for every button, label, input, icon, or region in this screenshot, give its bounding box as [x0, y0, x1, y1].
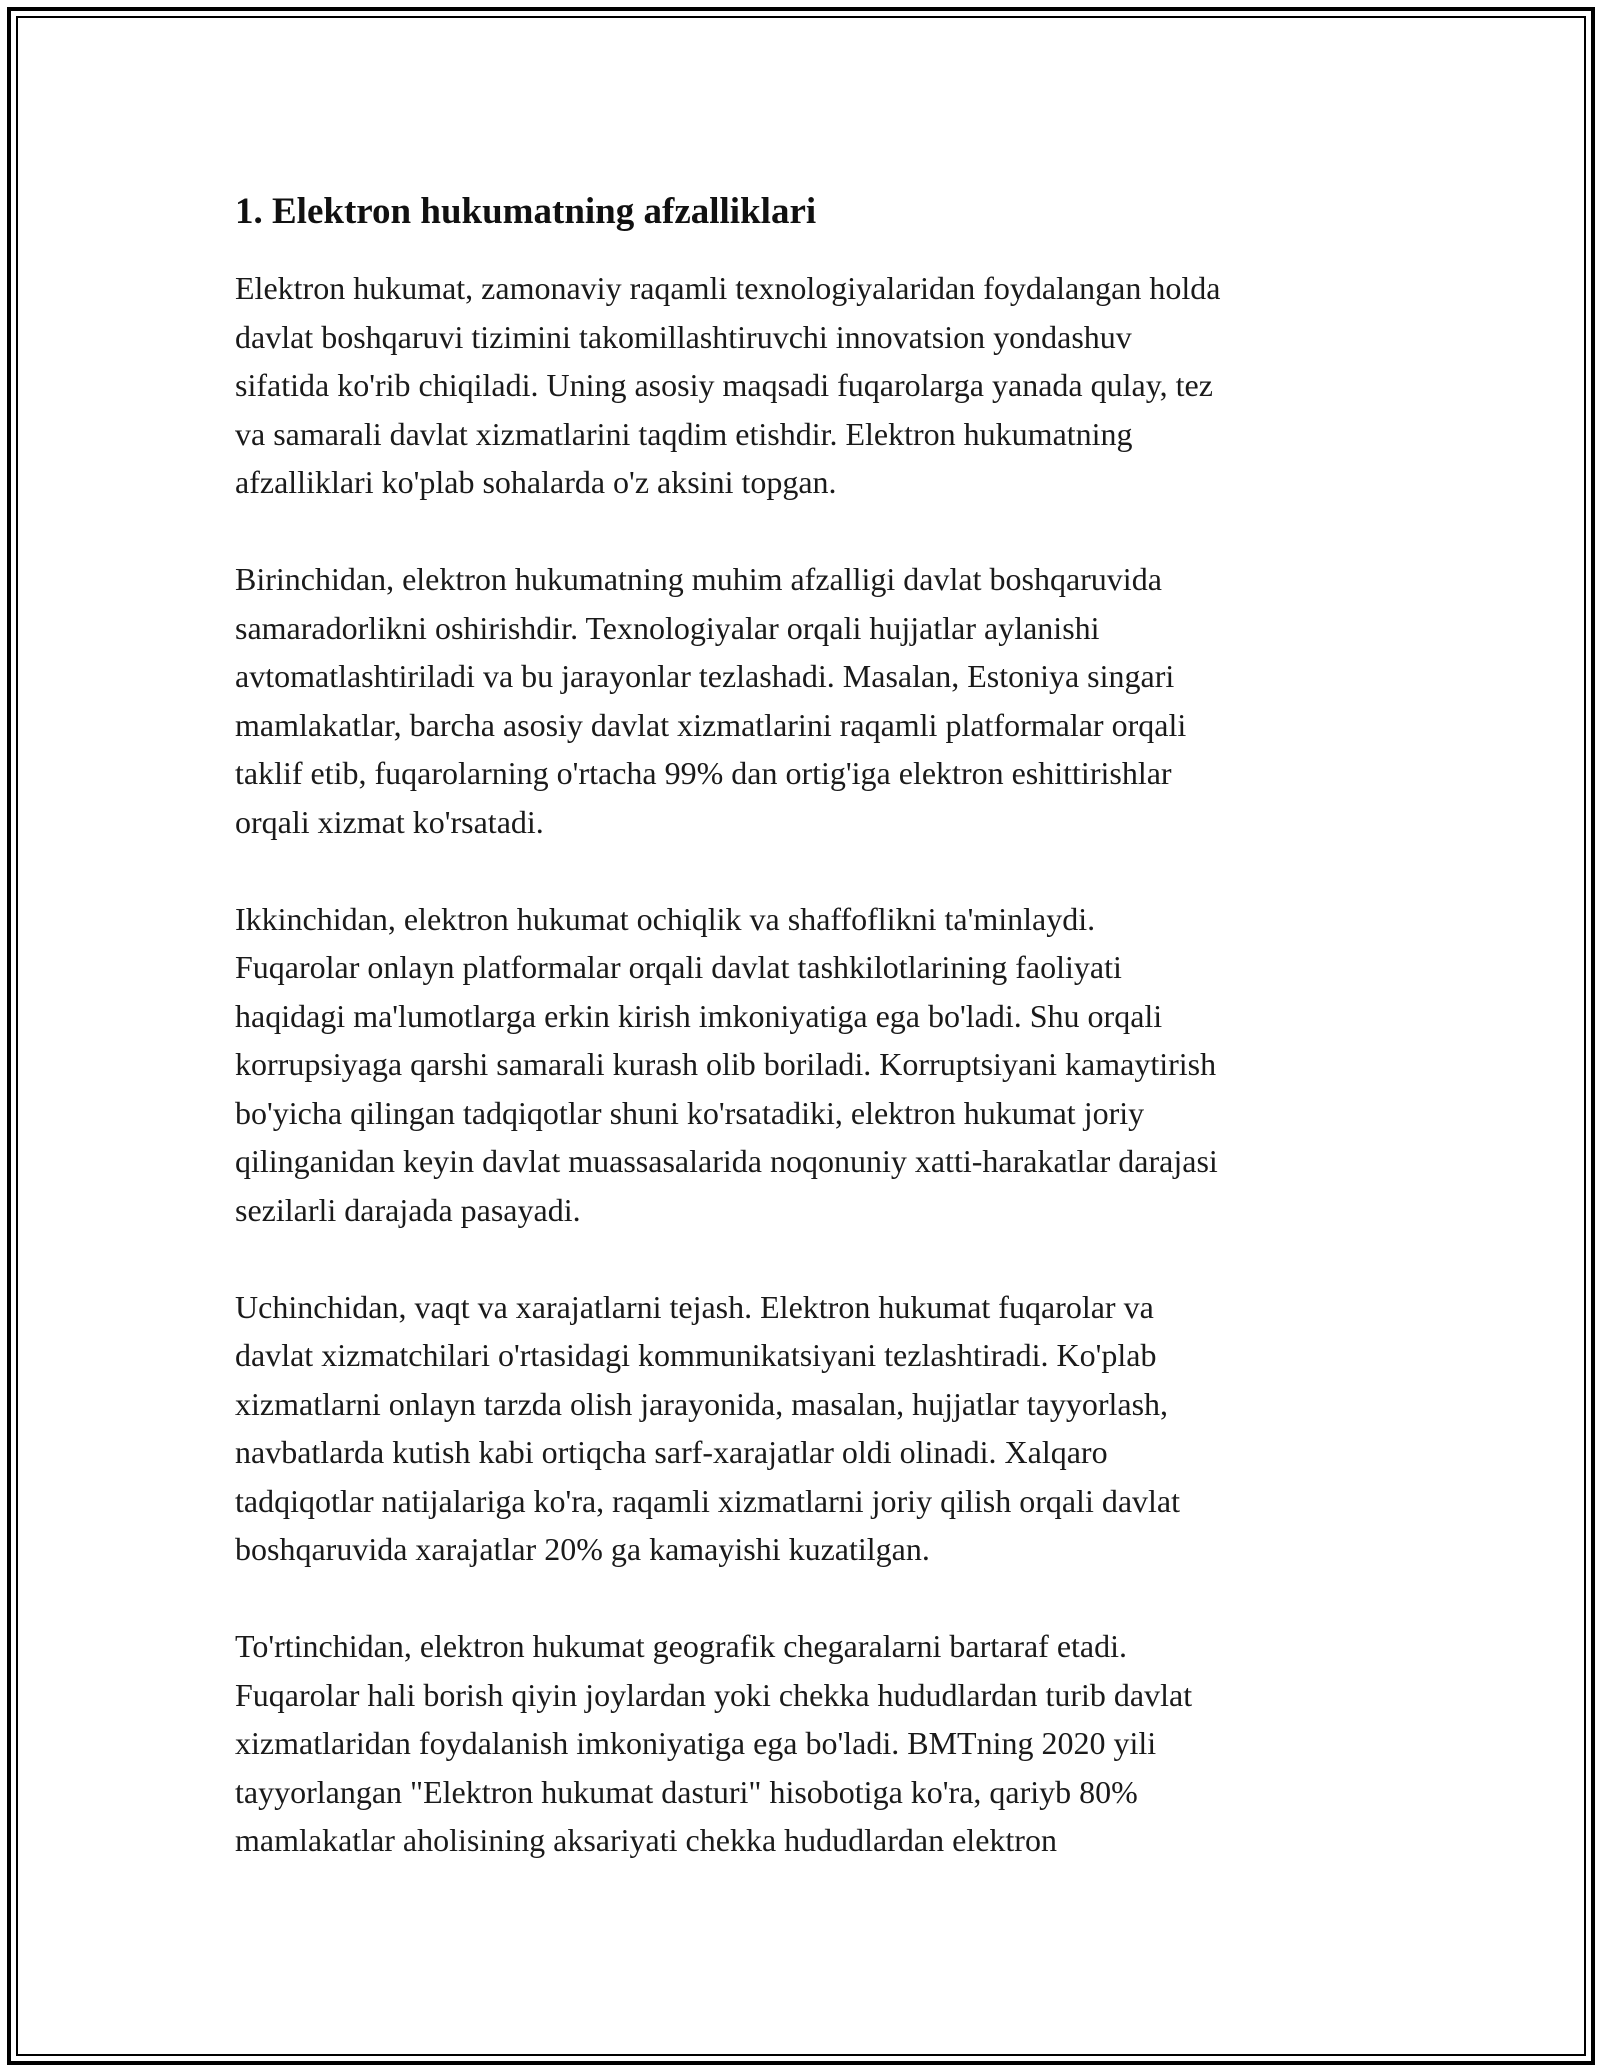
text-line: samaradorlikni oshirishdir. Texnologiyalar orqali hujjatlar aylanishi — [235, 609, 1100, 646]
text-line: tadqiqotlar natijalariga ko'ra, raqamli xizmatlarni joriy qilish orqali davlat — [235, 1482, 1181, 1519]
text-line: xizmatlaridan foydalanish imkoniyatiga ega bo'ladi. BMTning 2020 yili — [235, 1725, 1157, 1761]
document-body — [235, 188, 1370, 1913]
paragraph-first-advantage — [235, 555, 1370, 846]
text-line: navbatlarda kutish kabi ortiqcha sarf-xarajatlar oldi olinadi. Xalqaro — [235, 1434, 1108, 1470]
paragraph-fourth-advantage — [235, 1622, 1370, 1865]
text-line: Fuqarolar hali borish qiyin joylardan yoki chekka hududlardan turib davlat — [235, 1676, 1193, 1713]
paragraph-second-advantage — [235, 895, 1370, 1235]
text-line: va samarali davlat xizmatlarini taqdim etishdir. Elektron hukumatning — [235, 415, 1133, 452]
text-line: sifatida ko'rib chiqiladi. Uning asosiy maqsadi fuqarolarga yanada qulay, tez — [235, 367, 1213, 403]
text-line: Birinchidan, elektron hukumatning muhim afzalligi davlat boshqaruvida — [235, 561, 1162, 597]
text-line: mamlakatlar aholisining aksariyati chekka hududlardan elektron — [235, 1822, 1057, 1858]
text-line: haqidagi ma'lumotlarga erkin kirish imkoniyatiga ega bo'ladi. Shu orqali — [235, 997, 1163, 1034]
text-line: Fuqarolar onlayn platformalar orqali davlat tashkilotlarining faoliyati — [235, 949, 1122, 985]
text-line: avtomatlashtiriladi va bu jarayonlar tezlashadi. Masalan, Estoniya singari — [235, 658, 1175, 694]
text-line: Elektron hukumat, zamonaviy raqamli texnologiyalaridan foydalangan holda — [235, 270, 1221, 306]
text-line: taklif etib, fuqarolarning o'rtacha 99% dan ortig'iga elektron eshittirishlar — [235, 755, 1172, 791]
section-heading: 1. Elektron hukumatning afzalliklari — [235, 191, 817, 232]
text-line: boshqaruvida xarajatlar 20% ga kamayishi kuzatilgan. — [235, 1531, 930, 1567]
text-line: qilinganidan keyin davlat muassasalarida noqonuniy xatti-harakatlar darajasi — [235, 1143, 1218, 1179]
text-line: afzalliklari ko'plab sohalarda o'z aksini topgan. — [235, 464, 837, 500]
text-line: korrupsiyaga qarshi samarali kurash olib boriladi. Korruptsiyani kamaytirish — [235, 1046, 1217, 1082]
text-line: davlat xizmatchilari o'rtasidagi kommunikatsiyani tezlashtiradi. Ko'plab — [235, 1337, 1157, 1373]
text-line: Uchinchidan, vaqt va xarajatlarni tejash. Elektron hukumat fuqarolar va — [235, 1288, 1154, 1325]
text-line: davlat boshqaruvi tizimini takomillashtiruvchi innovatsion yondashuv — [235, 318, 1132, 355]
text-line: orqali xizmat ko'rsatadi. — [235, 803, 544, 840]
text-line: tayyorlangan "Elektron hukumat dasturi" hisobotiga ko'ra, qariyb 80% — [235, 1773, 1138, 1810]
text-line: mamlakatlar, barcha asosiy davlat xizmatlarini raqamli platformalar orqali — [235, 706, 1187, 743]
text-line: bo'yicha qilingan tadqiqotlar shuni ko'rsatadiki, elektron hukumat joriy — [235, 1094, 1145, 1131]
text-line: xizmatlarni onlayn tarzda olish jarayonida, masalan, hujjatlar tayyorlash, — [235, 1385, 1169, 1422]
text-line: Ikkinchidan, elektron hukumat ochiqlik va shaffoflikni ta'minlaydi. — [235, 900, 1096, 937]
paragraph-third-advantage — [235, 1283, 1370, 1574]
text-line: sezilarli darajada pasayadi. — [235, 1191, 581, 1228]
paragraph-intro — [235, 264, 1370, 507]
text-line: To'rtinchidan, elektron hukumat geografik chegaralarni bartaraf etadi. — [235, 1628, 1128, 1664]
